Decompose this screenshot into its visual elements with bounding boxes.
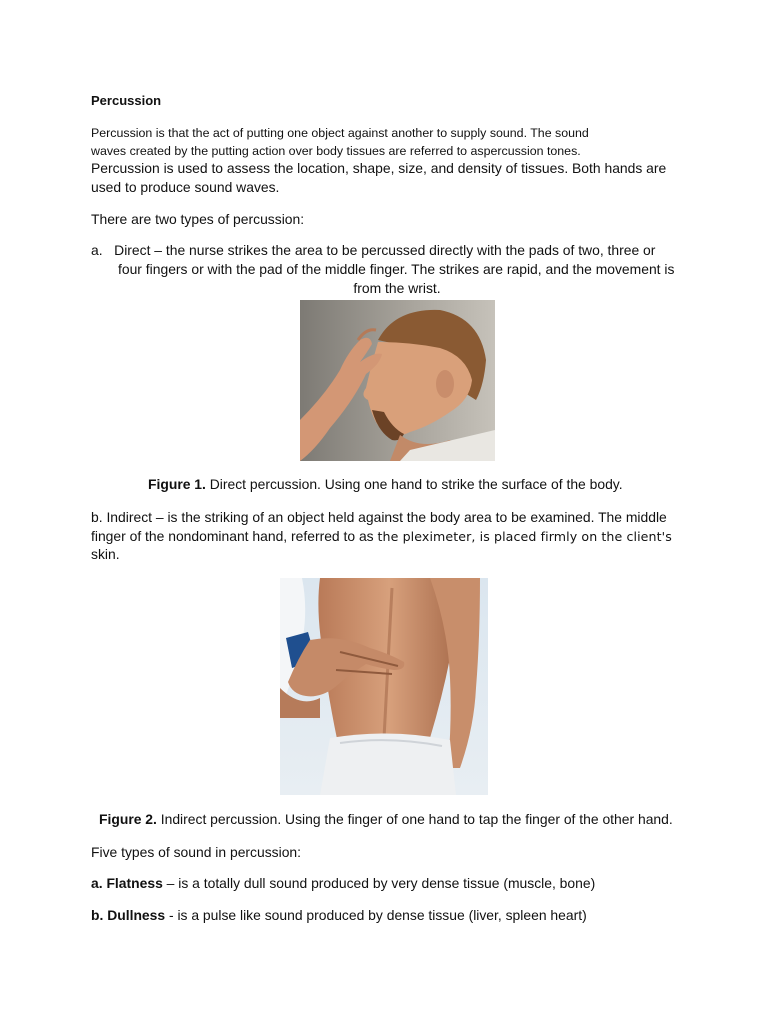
sounds-intro: Five types of sound in percussion:: [91, 844, 302, 860]
intro-line-4: used to produce sound waves.: [91, 179, 280, 195]
sound-item-dullness: [91, 906, 587, 925]
direct-text-1: Direct – the nurse strikes the area to be percussed directly with the pads of two, three or: [114, 242, 656, 258]
sound-desc: – is a totally dull sound produced by very dense tissue (muscle, bone): [162, 875, 596, 891]
direct-marker: a.: [91, 242, 103, 258]
figure-2-image: [280, 578, 488, 795]
figure-1-label: Figure 1.: [148, 476, 206, 492]
figure-1-image: [300, 300, 495, 461]
indirect-text-2a: finger of the nondominant hand, referred to as: [91, 528, 378, 544]
sound-desc: - is a pulse like sound produced by dense tissue (liver, spleen heart): [165, 907, 587, 923]
indirect-line-3: skin.: [91, 546, 120, 562]
indirect-text-2b: the pleximeter, is placed firmly on the client's: [377, 529, 672, 544]
figure-1-text: Direct percussion. Using one hand to strike the surface of the body.: [205, 476, 623, 492]
direct-line-1: [91, 241, 655, 260]
direct-percussion-photo: [300, 300, 495, 461]
indirect-line-1: b. Indirect – is the striking of an object held against the body area to be examined. The middle: [91, 509, 667, 525]
sound-term: b. Dullness: [91, 907, 166, 923]
sound-item-flatness: [91, 874, 595, 893]
direct-line-3: from the wrist.: [353, 280, 441, 296]
section-heading: Percussion: [91, 93, 162, 108]
intro-line-2: waves created by the putting action over body tissues are referred to aspercussion tones.: [91, 144, 581, 158]
figure-1-caption: [148, 475, 623, 494]
indirect-line-2: [91, 527, 672, 546]
figure-2-text: Indirect percussion. Using the finger of one hand to tap the finger of the other hand.: [156, 811, 673, 827]
intro-line-3: Percussion is used to assess the location, shape, size, and density of tissues. Both hands are: [91, 160, 667, 176]
figure-2-label: Figure 2.: [99, 811, 157, 827]
direct-line-2: four fingers or with the pad of the middle finger. The strikes are rapid, and the movement is: [118, 261, 675, 277]
sound-term: a. Flatness: [91, 875, 163, 891]
intro-line-1: Percussion is that the act of putting one object against another to supply sound. The sound: [91, 126, 589, 140]
types-intro: There are two types of percussion:: [91, 211, 305, 227]
figure-2-caption: [99, 810, 673, 829]
indirect-percussion-photo: [280, 578, 488, 795]
